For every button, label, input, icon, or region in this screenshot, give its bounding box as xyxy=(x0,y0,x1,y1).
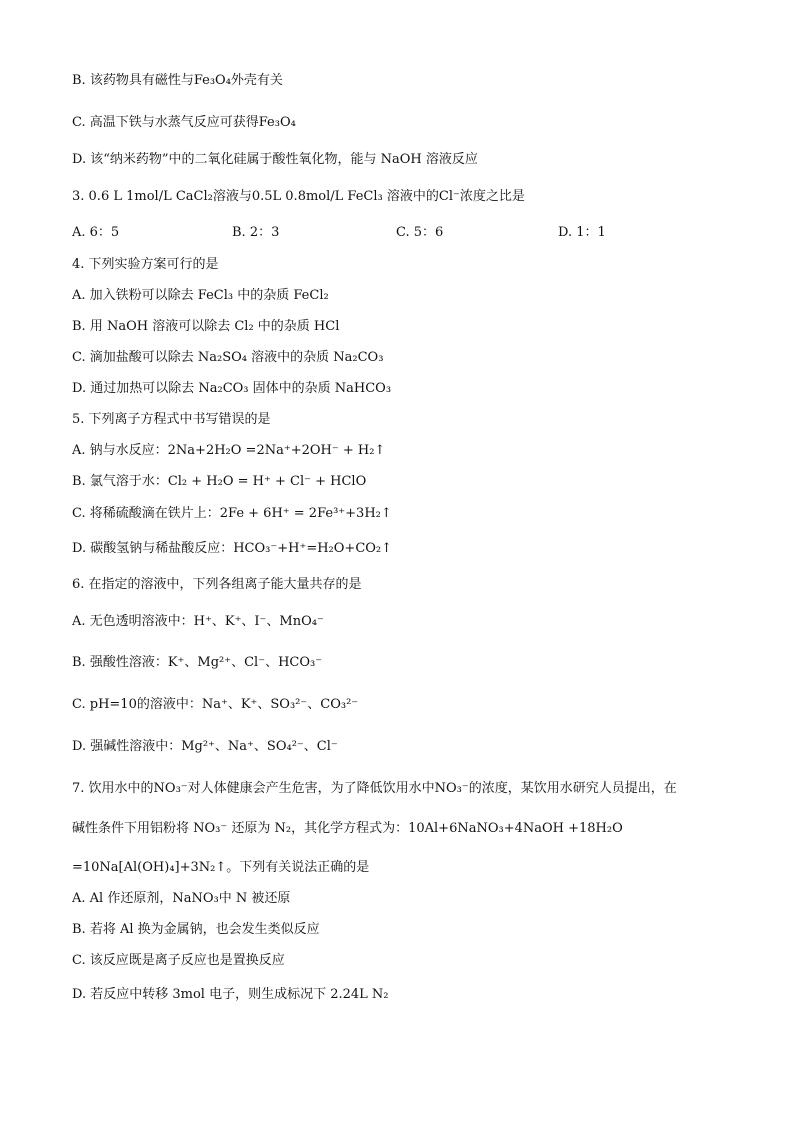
q3-option-d: D. 1：1 xyxy=(558,225,606,240)
question-7-stem-line-3: =10Na[Al(OH)₄]+3N₂↑。下列有关说法正确的是 xyxy=(72,860,370,875)
q6-option-d: D. 强碱性溶液中：Mg²⁺、Na⁺、SO₄²⁻、Cl⁻ xyxy=(72,739,338,754)
question-3-stem: 3. 0.6 L 1mol/L CaCl₂溶液与0.5L 0.8mol/L FeCl₃ 溶液中的Cl⁻浓度之比是 xyxy=(72,189,525,204)
q3-option-a: A. 6：5 xyxy=(72,225,120,240)
q3-option-b: B. 2：3 xyxy=(232,225,280,240)
q4-option-b: B. 用 NaOH 溶液可以除去 Cl₂ 中的杂质 HCl xyxy=(72,319,340,334)
question-6-stem: 6. 在指定的溶液中，下列各组离子能大量共存的是 xyxy=(72,577,362,592)
q6-option-a: A. 无色透明溶液中：H⁺、K⁺、I⁻、MnO₄⁻ xyxy=(72,614,324,629)
q2-option-c: C. 高温下铁与水蒸气反应可获得Fe₃O₄ xyxy=(72,115,296,130)
q6-option-c: C. pH=10的溶液中：Na⁺、K⁺、SO₃²⁻、CO₃²⁻ xyxy=(72,697,359,712)
q7-option-b: B. 若将 Al 换为金属钠，也会发生类似反应 xyxy=(72,922,320,937)
question-3-options xyxy=(72,224,722,242)
q6-option-b: B. 强酸性溶液：K⁺、Mg²⁺、Cl⁻、HCO₃⁻ xyxy=(72,655,323,670)
question-7-stem-line-1: 7. 饮用水中的NO₃⁻对人体健康会产生危害，为了降低饮用水中NO₃⁻的浓度，某饮用水研究人员提出，在 xyxy=(72,781,677,796)
question-4-stem: 4. 下列实验方案可行的是 xyxy=(72,257,219,272)
question-5-stem: 5. 下列离子方程式中书写错误的是 xyxy=(72,412,271,427)
q4-option-c: C. 滴加盐酸可以除去 Na₂SO₄ 溶液中的杂质 Na₂CO₃ xyxy=(72,350,384,365)
q2-option-b: B. 该药物具有磁性与Fe₃O₄外壳有关 xyxy=(72,73,283,88)
q5-option-b: B. 氯气溶于水：Cl₂ + H₂O = H⁺ + Cl⁻ + HClO xyxy=(72,474,367,489)
q3-option-c: C. 5：6 xyxy=(396,225,444,240)
q5-option-a: A. 钠与水反应：2Na+2H₂O =2Na⁺+2OH⁻ + H₂↑ xyxy=(72,443,386,458)
q5-option-c: C. 将稀硫酸滴在铁片上：2Fe + 6H⁺ = 2Fe³⁺+3H₂↑ xyxy=(72,506,392,521)
q2-option-d: D. 该“纳米药物”中的二氧化硅属于酸性氧化物，能与 NaOH 溶液反应 xyxy=(72,152,478,167)
q7-option-d: D. 若反应中转移 3mol 电子，则生成标况下 2.24L N₂ xyxy=(72,987,389,1002)
q7-option-a: A. Al 作还原剂，NaNO₃中 N 被还原 xyxy=(72,891,291,906)
q4-option-a: A. 加入铁粉可以除去 FeCl₃ 中的杂质 FeCl₂ xyxy=(72,288,329,303)
q7-option-c: C. 该反应既是离子反应也是置换反应 xyxy=(72,953,285,968)
question-7-stem-line-2: 碱性条件下用铝粉将 NO₃⁻ 还原为 N₂，其化学方程式为：10Al+6NaNO₃+4NaOH +18H₂O xyxy=(72,821,623,836)
q4-option-d: D. 通过加热可以除去 Na₂CO₃ 固体中的杂质 NaHCO₃ xyxy=(72,381,392,396)
q5-option-d: D. 碳酸氢钠与稀盐酸反应：HCO₃⁻+H⁺=H₂O+CO₂↑ xyxy=(72,541,393,556)
